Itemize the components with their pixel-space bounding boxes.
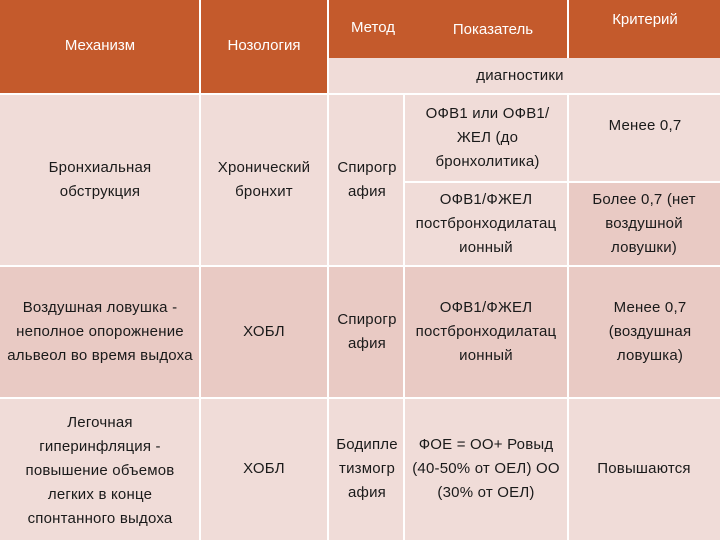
header-nosology: Нозология	[227, 36, 301, 54]
row2-nosology: ХОБЛ	[243, 323, 285, 340]
row3-method: Бодипле тизмогр афия	[336, 436, 398, 501]
header-diagnostics: диагностики	[476, 67, 564, 84]
row1-indicator-a: ОФВ1 или ОФВ1/ЖЕЛ (до бронхолитика)	[425, 105, 550, 170]
row1-indicator-b: ОФВ1/ФЖЕЛ постбронходилатац ионный	[415, 191, 557, 256]
header-indicator: Показатель	[452, 20, 534, 38]
grid-line	[567, 0, 569, 58]
row3-nosology: ХОБЛ	[243, 460, 285, 477]
grid-line	[0, 397, 720, 399]
grid-line	[199, 0, 201, 540]
grid-line	[327, 0, 329, 540]
row2-criterion: Менее 0,7 (воздушная ловушка)	[608, 299, 692, 364]
grid-line	[0, 93, 720, 95]
row2-mechanism: Воздушная ловушка - неполное опорожнение альвеол во время выдоха	[7, 299, 193, 364]
row3-indicator: ФОЕ = ОО+ Ровыд (40-50% от ОЕЛ) ОО (30% от ОЕЛ)	[412, 436, 560, 501]
row1-criterion-a: Менее 0,7	[608, 117, 682, 134]
grid-line	[567, 94, 569, 540]
row2-method: Спирогр афия	[337, 311, 397, 352]
row1-criterion-b: Более 0,7 (нет воздушной ловушки)	[592, 191, 696, 256]
grid-line	[403, 94, 405, 540]
header-method: Метод	[351, 18, 395, 36]
row1-nosology: Хронический бронхит	[217, 159, 311, 200]
row1-mechanism: Бронхиальная обструкция	[48, 159, 152, 200]
row3-mechanism: Легочная гиперинфляция - повышение объемов легких в конце спонтанного выдоха	[25, 414, 175, 527]
row1-method: Спирогр афия	[337, 159, 397, 200]
header-criterion: Критерий	[612, 10, 678, 28]
row2-indicator: ОФВ1/ФЖЕЛ постбронходилатац ионный	[415, 299, 557, 364]
grid-line	[0, 265, 720, 267]
row3-criterion: Повышаются	[597, 460, 691, 477]
grid-line	[403, 181, 720, 183]
header-mechanism: Механизм	[64, 36, 136, 54]
